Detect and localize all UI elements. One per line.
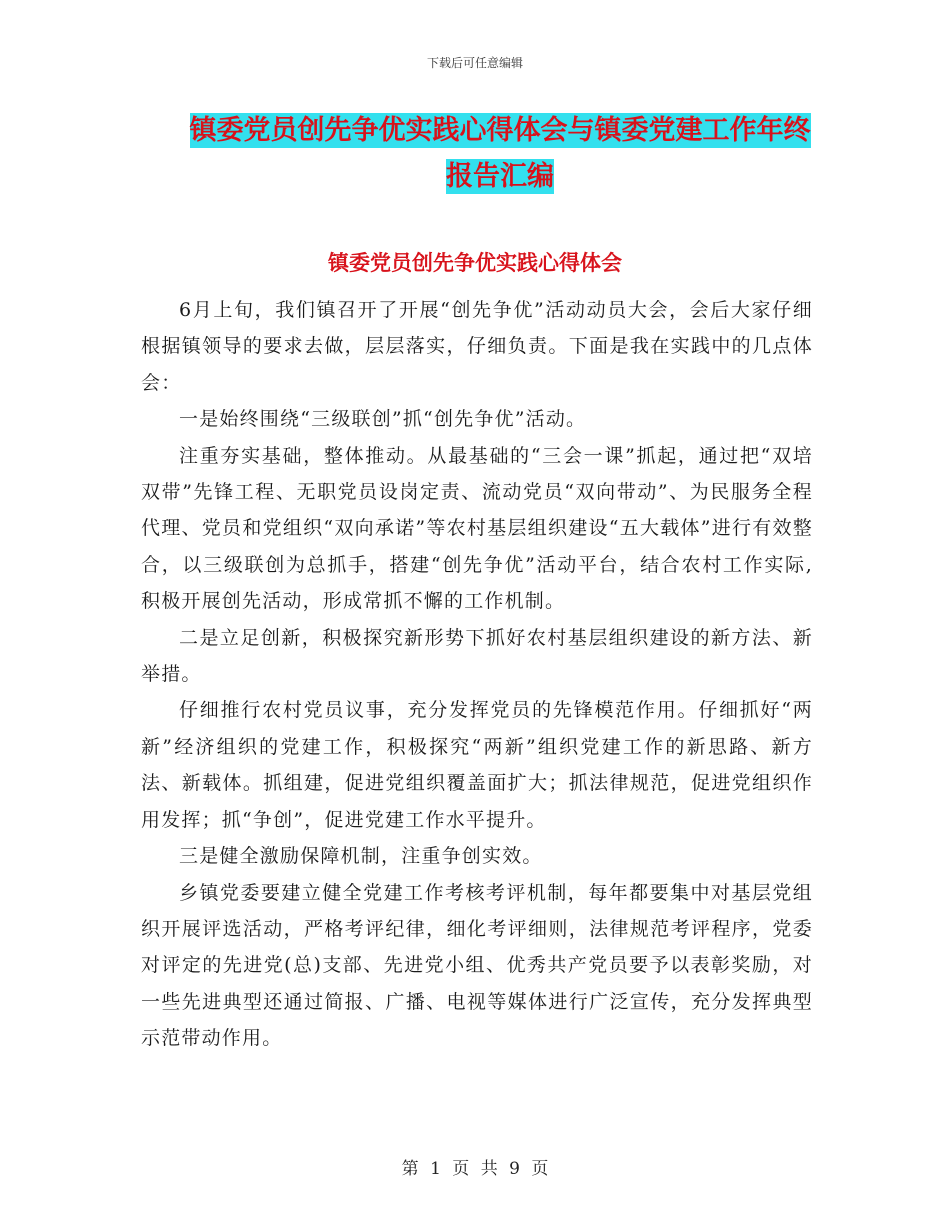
header-note: 下载后可任意编辑 xyxy=(426,56,523,70)
document-title xyxy=(140,108,860,200)
paragraph: 三是健全激励保障机制，注重争创实效。 xyxy=(179,845,543,868)
paragraph: 二是立足创新，积极探究新形势下抓好农村基层组织建设的新方法、新举措。 xyxy=(141,626,813,686)
paragraph: 一是始终围绕“三级联创”抓“创先争优”活动。 xyxy=(179,408,587,431)
title-line-2: 报告汇编 xyxy=(446,161,554,192)
paragraph: 乡镇党委要建立健全党建工作考核考评机制，每年都要集中对基层党组织开展评选活动，严格考评纪律，细化考评细则，法律规范考评程序，党委对评定的先进党(总)支部、先进党小组、优秀共产党员要予以表彰奖励，对一些先进典型还通过简报、广播、电视等媒体进行广泛宣传，充分发挥典型示范带动作用。 xyxy=(141,881,813,1050)
paragraph: 仔细推行农村党员议事，充分发挥党员的先锋模范作用。仔细抓好“两新”经济组织的党建工作，积极探究“两新”组织党建工作的新思路、新方法、新载体。抓组建，促进党组织覆盖面扩大；抓法律规范，促进党组织作用发挥；抓“争创”，促进党建工作水平提升。 xyxy=(141,699,813,831)
paragraph: 6月上旬，我们镇召开了开展“创先争优”活动动员大会，会后大家仔细根据镇领导的要求去做，层层落实，仔细负责。下面是我在实践中的几点体会： xyxy=(141,299,813,394)
paragraph: 注重夯实基础，整体推动。从最基础的“三会一课”抓起，通过把“双培双带”先锋工程、无职党员设岗定责、流动党员“双向带动”、为民服务全程代理、党员和党组织“双向承诺”等农村基层组织建设“五大载体”进行有效整合，以三级联创为总抓手，搭建“创先争优”活动平台，结合农村工作实际,积极开展创先活动，形成常抓不懈的工作机制。 xyxy=(141,444,813,613)
section-title: 镇委党员创先争优实践心得体会 xyxy=(328,251,622,275)
title-line-1: 镇委党员创先争优实践心得体会与镇委党建工作年终 xyxy=(189,115,811,146)
page-footer: 第 1 页 共 9 页 xyxy=(401,1159,549,1179)
body-text xyxy=(141,292,813,1057)
